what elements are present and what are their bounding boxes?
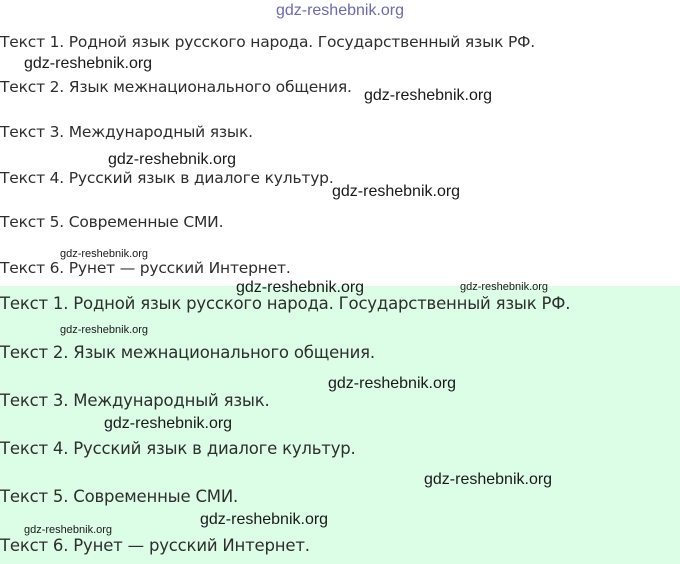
list-item: Текст 1. Родной язык русского народа. Государственный язык РФ. (0, 294, 571, 313)
watermark: gdz-reshebnik.org (60, 324, 149, 336)
watermark: gdz-reshebnik.org (460, 281, 549, 293)
list-item: Текст 2. Язык межнационального общения. (0, 78, 352, 96)
list-item: Текст 1. Родной язык русского народа. Государственный язык РФ. (0, 33, 536, 51)
list-item: Текст 4. Русский язык в диалоге культур. (0, 169, 334, 187)
list-item: Текст 6. Рунет — русский Интернет. (0, 536, 310, 555)
list-item: Текст 2. Язык межнационального общения. (0, 343, 375, 362)
watermark: gdz-reshebnik.org (60, 248, 149, 260)
header-watermark: gdz-reshebnik.org (275, 2, 405, 19)
watermark: gdz-reshebnik.org (328, 375, 457, 392)
watermark: gdz-reshebnik.org (24, 55, 153, 72)
list-item: Текст 5. Современные СМИ. (0, 213, 224, 231)
list-item: Текст 3. Международный язык. (0, 123, 253, 141)
watermark: gdz-reshebnik.org (108, 151, 237, 168)
list-item: Текст 6. Рунет — русский Интернет. (0, 259, 291, 277)
watermark: gdz-reshebnik.org (200, 511, 329, 528)
list-item: Текст 4. Русский язык в диалоге культур. (0, 439, 356, 458)
list-item: Текст 3. Международный язык. (0, 391, 270, 410)
watermark: gdz-reshebnik.org (104, 415, 233, 432)
watermark: gdz-reshebnik.org (364, 87, 493, 104)
watermark: gdz-reshebnik.org (24, 524, 113, 536)
list-item: Текст 5. Современные СМИ. (0, 487, 239, 506)
watermark: gdz-reshebnik.org (424, 471, 553, 488)
watermark: gdz-reshebnik.org (236, 279, 365, 296)
watermark: gdz-reshebnik.org (332, 183, 461, 200)
